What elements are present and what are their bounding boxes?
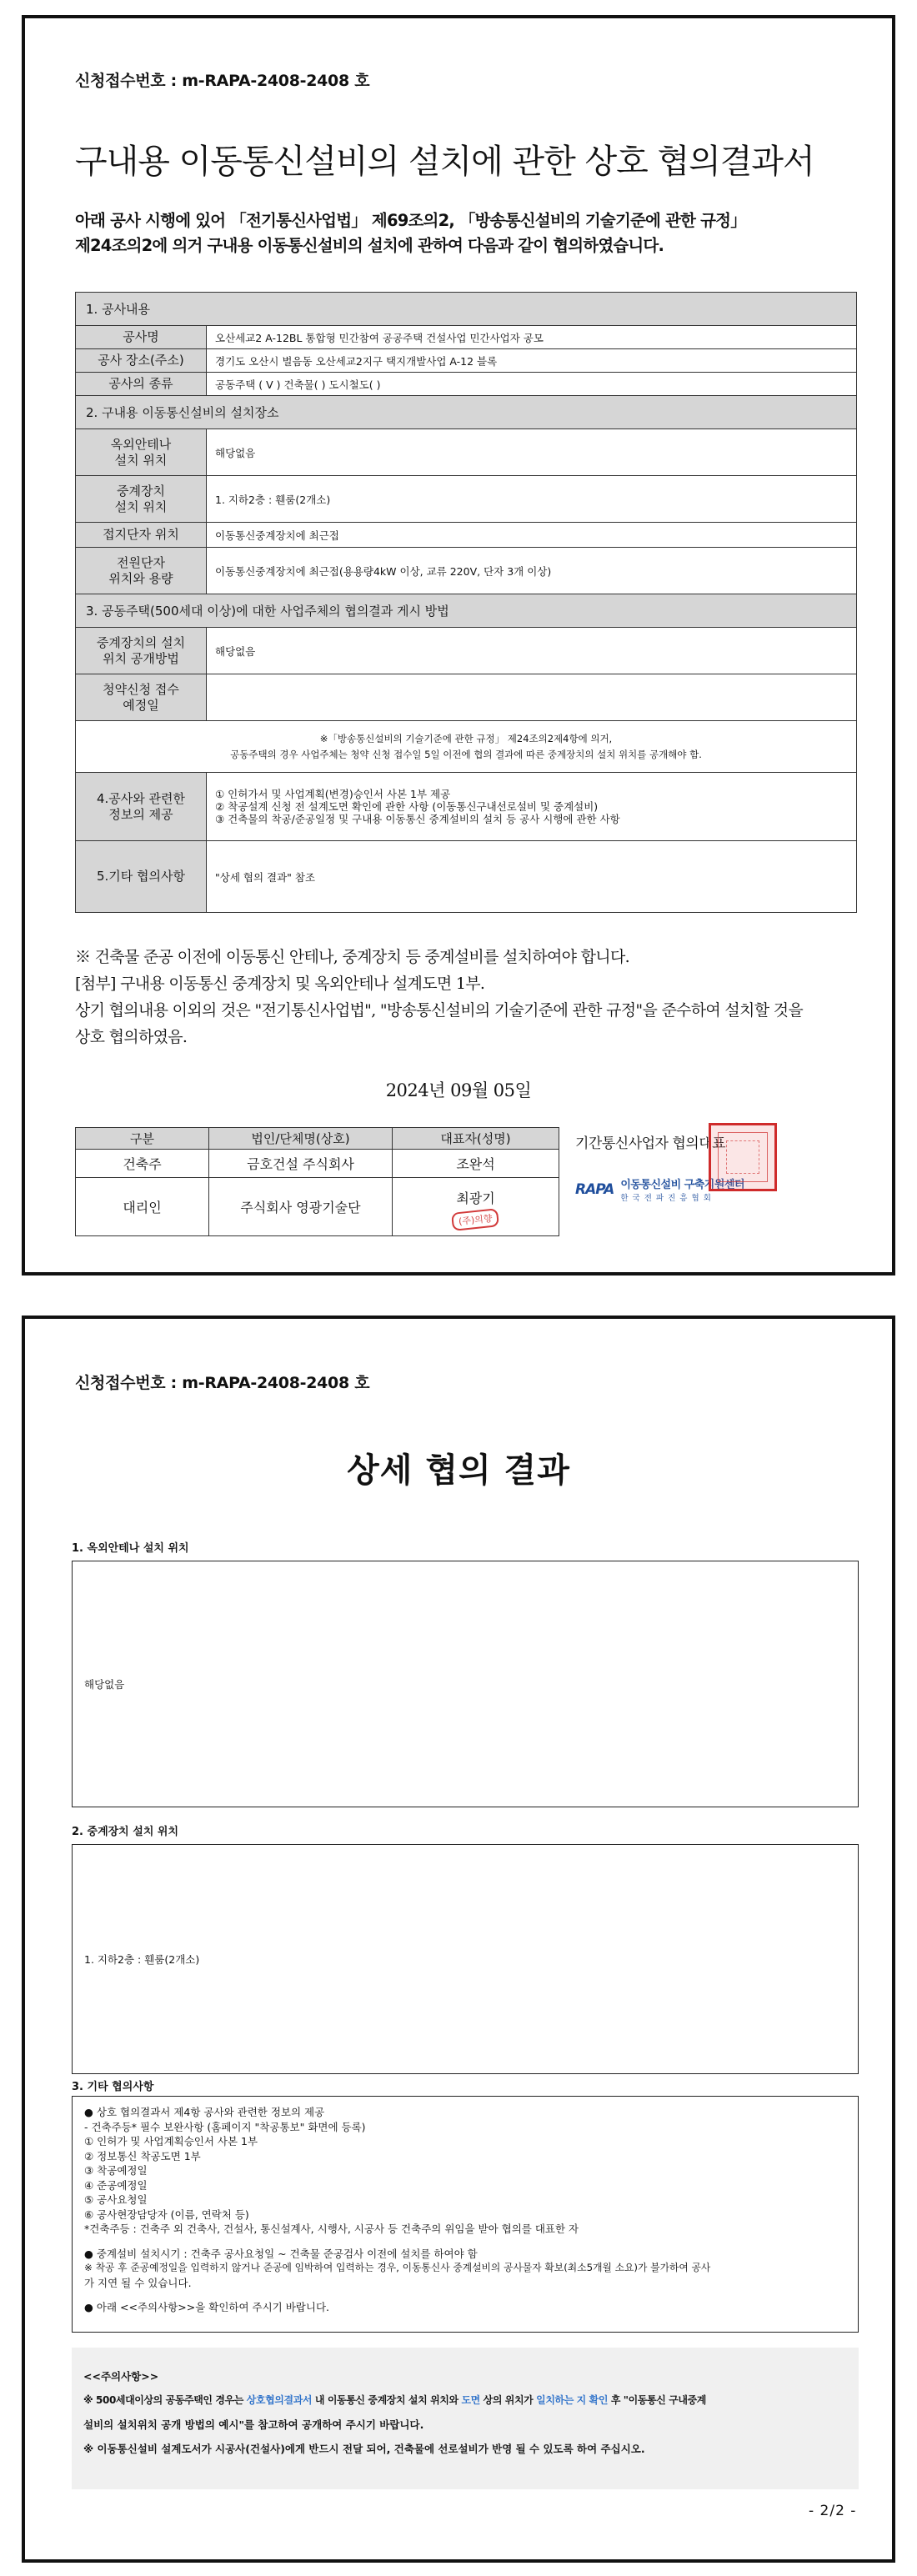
page-number: - 2/2 - (809, 2503, 857, 2519)
remark-line: ※ 건축물 준공 이전에 이동통신 안테나, 중계장치 등 중계설비를 설치하여야 합니다. (75, 948, 629, 966)
agreement-date: 2024년 09월 05일 (385, 1080, 532, 1100)
other-matters-box (72, 2096, 859, 2333)
value-outdoor-antenna: 해당없음 (207, 429, 857, 476)
section-heading-outdoor: 1. 옥외안테나 설치 위치 (72, 1542, 189, 1555)
representative-name: 최광기 (456, 1190, 495, 1206)
sign-header-company: 법인/단체명(상호) (209, 1128, 393, 1150)
etc-line: ⑤ 공사요청일 (84, 2193, 148, 2206)
value-info-provision (207, 773, 857, 841)
label-power-terminal: 전원단자 위치와 용량 (76, 548, 207, 594)
value-other-matters: "상세 협의 결과" 참조 (207, 841, 857, 913)
value-site-address: 경기도 오산시 벌음동 오산세교2지구 택지개발사업 A-12 블록 (207, 349, 857, 373)
value-ground-terminal: 이동통신중계장치에 최근접 (207, 523, 857, 548)
etc-line: ① 인허가 및 사업계획승인서 사본 1부 (84, 2135, 258, 2148)
agreement-table (75, 292, 857, 913)
etc-line: - 건축주등* 필수 보완사항 (홈페이지 "착공통보" 화면에 등록) (84, 2120, 366, 2133)
etc-line: ● 아래 <<주의사항>>을 확인하여 주시기 바랍니다. (84, 2301, 329, 2313)
value-relay-location: 1. 지하2층 : 휀룸(2개소) (207, 476, 857, 523)
value-disclosure-method: 해당없음 (207, 628, 857, 674)
note-line: ※「방송통신설비의 기술기준에 관한 규정」 제24조의2제4항에 의거, (319, 732, 613, 744)
label-outdoor-antenna: 옥외안테나 설치 위치 (76, 429, 207, 476)
official-seal-stamp (709, 1123, 777, 1191)
label-project-name: 공사명 (76, 326, 207, 349)
notice-line: ※ 500세대이상의 공동주택인 경우는 상호협의결과서 내 이동통신 중계장치 설치 위치와 도면 상의 위치가 일치하는 지 확인 후 "이동통신 구내중계 (83, 2394, 706, 2406)
sign-cell-company: 금호건설 주식회사 (209, 1150, 393, 1178)
receipt-number: 신청접수번호 : m-RAPA-2408-2408 호 (75, 1374, 370, 1392)
notice-title: <<주의사항>> (83, 2370, 159, 2383)
section-heading-etc: 3. 기타 협의사항 (72, 2081, 154, 2093)
remark-line: 상호 협의하였음. (75, 1028, 188, 1046)
info-item: ① 인허가서 및 사업계획(변경)승인서 사본 1부 제공 (215, 788, 451, 800)
document-page-1 (22, 15, 895, 1275)
label-subscription-date: 청약신청 접수 예정일 (76, 674, 207, 721)
etc-line: 가 지연 될 수 있습니다. (84, 2276, 192, 2289)
sign-header-representative: 대표자(성명) (393, 1128, 559, 1150)
sign-cell-type: 대리인 (76, 1178, 209, 1236)
sign-cell-type: 건축주 (76, 1150, 209, 1178)
etc-line: *건축주등 : 건축주 외 건축사, 건설사, 통신설계사, 시행사, 시공사 등 건축주의 위임을 받아 협의를 대표한 자 (84, 2223, 579, 2235)
intro-text (75, 208, 859, 258)
sign-cell-company: 주식회사 영광기술단 (209, 1178, 393, 1236)
value-power-terminal: 이동통신중계장치에 최근접(용용량4kW 이상, 교류 220V, 단자 3개 이상) (207, 548, 857, 594)
disclosure-note (76, 721, 857, 773)
signature-table (75, 1127, 559, 1236)
highlight-text: 상호협의결과서 (246, 2394, 313, 2406)
etc-line: ● 중계설비 설치시기 : 건축주 공사요청일 ~ 건축물 준공검사 이전에 설치를 하여야 함 (84, 2247, 478, 2260)
section-heading-relay: 2. 중계장치 설치 위치 (72, 1826, 179, 1838)
label-disclosure-method: 중계장치의 설치 위치 공개방법 (76, 628, 207, 674)
receipt-number: 신청접수번호 : m-RAPA-2408-2408 호 (75, 72, 370, 90)
label-relay-location: 중계장치 설치 위치 (76, 476, 207, 523)
highlight-text: 일치하는 지 확인 (536, 2394, 609, 2406)
etc-line: ● 상호 협의결과서 제4항 공사와 관련한 정보의 제공 (84, 2106, 325, 2118)
outdoor-antenna-box (72, 1561, 859, 1807)
carrier-representative-label: 기간통신사업자 협의대표 (575, 1135, 726, 1152)
value-construction-type: 공동주택 ( V ) 건축물( ) 도시철도( ) (207, 373, 857, 396)
etc-line: ③ 착공예정일 (84, 2164, 148, 2177)
sign-cell-representative: 조완석 (393, 1150, 559, 1178)
outdoor-antenna-content: 해당없음 (84, 1678, 125, 1691)
caution-notice (72, 2348, 859, 2489)
label-ground-terminal: 접지단자 위치 (76, 523, 207, 548)
notice-line: 설비의 설치위치 공개 방법의 예시"를 참고하여 공개하여 주시기 바랍니다. (83, 2418, 424, 2431)
etc-line: ② 정보통신 착공도면 1부 (84, 2149, 201, 2163)
company-seal: (주)의향 (451, 1208, 499, 1231)
section-install-location: 2. 구내용 이동통신설비의 설치장소 (76, 396, 857, 429)
section-construction: 1. 공사내용 (76, 293, 857, 326)
note-line: 공동주택의 경우 사업주체는 청약 신청 접수일 5일 이전에 협의 결과에 따른 중계장치의 설치 위치를 공개해야 함. (230, 748, 702, 760)
relay-location-box (72, 1844, 859, 2074)
label-site-address: 공사 장소(주소) (76, 349, 207, 373)
sign-header-type: 구분 (76, 1128, 209, 1150)
intro-line: 제24조의2에 의거 구내용 이동통신설비의 설치에 관하여 다음과 같이 협의하였습니다. (75, 236, 664, 255)
label-other-matters: 5.기타 협의사항 (76, 841, 207, 913)
intro-line: 아래 공사 시행에 있어 「전기통신사업법」 제69조의2, 「방송통신설비의 기술기준에 관한 규정」 (75, 211, 746, 230)
rapa-association-name: 한 국 전 파 진 흥 협 회 (620, 1194, 712, 1203)
rapa-center-name: 이동통신설비 구축지원센터 (620, 1179, 745, 1191)
section-disclosure: 3. 공동주택(500세대 이상)에 대한 사업주체의 협의결과 게시 방법 (76, 594, 857, 628)
remark-line: [첨부] 구내용 이동통신 중계장치 및 옥외안테나 설계도면 1부. (75, 975, 485, 993)
rapa-logo-mark: RAPA (575, 1180, 614, 1198)
etc-line: ※ 착공 후 준공예정일을 입력하지 않거나 준공에 임박하여 입력하는 경우, 이동통신사 중계설비의 공사물자 확보(최소5개월 소요)가 불가하여 공사 (84, 2262, 711, 2273)
remark-line: 상기 협의내용 이외의 것은 "전기통신사업법", "방송통신설비의 기술기준에 관한 규정"을 준수하여 설치할 것을 (75, 1001, 804, 1020)
remarks (75, 944, 867, 1050)
info-item: ③ 건축물의 착공/준공일정 및 구내용 이동통신 중계설비의 설치 등 공사 시행에 관한 사항 (215, 813, 620, 825)
label-construction-type: 공사의 종류 (76, 373, 207, 396)
document-title: 구내용 이동통신설비의 설치에 관한 상호 협의결과서 (75, 143, 814, 181)
value-project-name: 오산세교2 A-12BL 통합형 민간참여 공공주택 건설사업 민간사업자 공모 (207, 326, 857, 349)
document-page-2 (22, 1316, 895, 2563)
value-subscription-date (207, 674, 857, 721)
notice-line: ※ 이동통신설비 설계도서가 시공사(건설사)에게 반드시 전달 되어, 건축물에 선로설비가 반영 될 수 있도록 하여 주십시오. (83, 2443, 645, 2455)
etc-line: ⑥ 공사현장담당자 (이름, 연락처 등) (84, 2208, 249, 2221)
detail-title: 상세 협의 결과 (347, 1451, 570, 1490)
etc-line: ④ 준공예정일 (84, 2178, 148, 2192)
highlight-text: 도면 (461, 2394, 480, 2406)
sign-cell-representative (393, 1178, 559, 1236)
relay-location-content: 1. 지하2층 : 휀룸(2개소) (84, 1953, 200, 1966)
info-item: ② 착공설계 신청 전 설계도면 확인에 관한 사항 (이동통신구내선로설비 및 중계설비) (215, 800, 599, 813)
label-info-provision: 4.공사와 관련한 정보의 제공 (76, 773, 207, 841)
